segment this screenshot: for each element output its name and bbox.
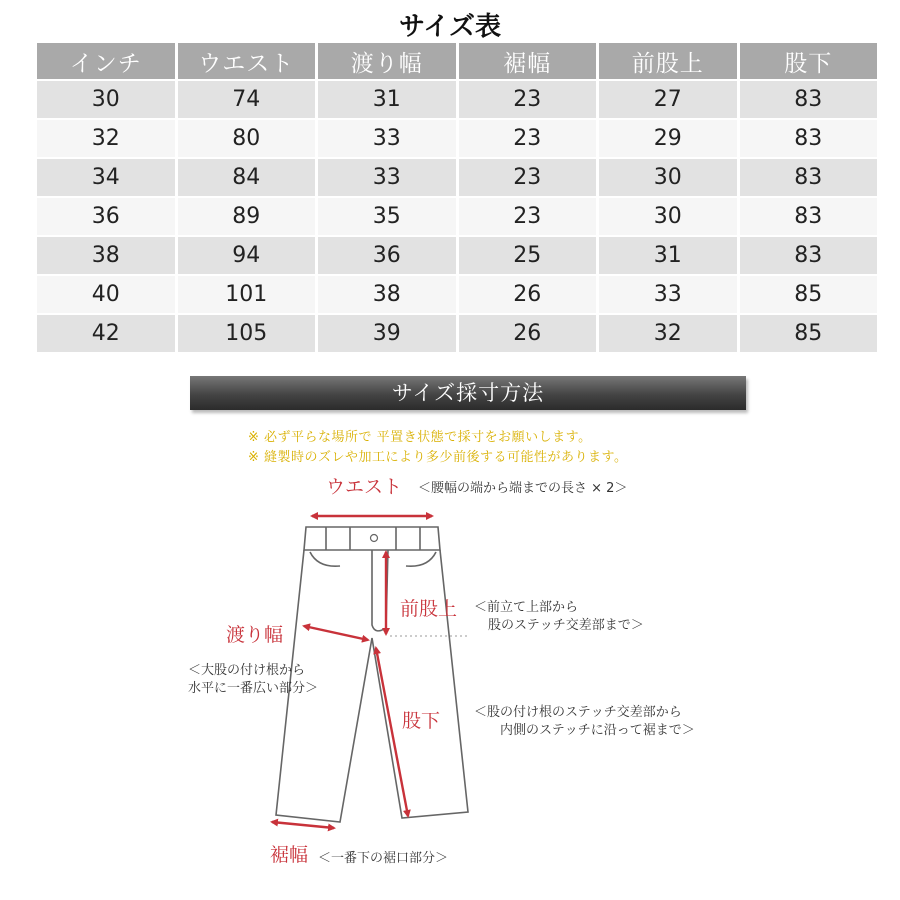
cell-inseam: 83 xyxy=(740,81,878,118)
cell-hem: 25 xyxy=(459,237,597,274)
thigh-label: 渡り幅 xyxy=(226,624,284,646)
cell-inch: 38 xyxy=(37,237,175,274)
cell-hem: 23 xyxy=(459,159,597,196)
cell-thigh: 35 xyxy=(318,198,456,235)
measuring-method-banner: サイズ採寸方法 xyxy=(190,376,746,410)
header-waist: ウエスト xyxy=(178,43,316,79)
rise-desc-1: ＜前立て上部から xyxy=(474,600,579,615)
button-icon xyxy=(371,535,378,542)
cell-inseam: 85 xyxy=(740,276,878,313)
cell-rise: 30 xyxy=(599,159,737,196)
cell-rise: 30 xyxy=(599,198,737,235)
cell-waist: 80 xyxy=(178,120,316,157)
cell-inch: 30 xyxy=(37,81,175,118)
cell-inch: 32 xyxy=(37,120,175,157)
rise-desc-2: 股のステッチ交差部まで＞ xyxy=(488,618,644,633)
page-title: サイズ表 xyxy=(399,12,501,42)
cell-inseam: 83 xyxy=(740,237,878,274)
waist-desc: ＜腰幅の端から端までの長さ × 2＞ xyxy=(418,481,628,496)
inseam-label: 股下 xyxy=(402,710,441,732)
hem-label: 裾幅 xyxy=(270,844,309,866)
cell-thigh: 36 xyxy=(318,237,456,274)
cell-inseam: 83 xyxy=(740,159,878,196)
thigh-desc-2: 水平に一番広い部分＞ xyxy=(188,681,319,696)
header-hem: 裾幅 xyxy=(459,43,597,79)
cell-thigh: 31 xyxy=(318,81,456,118)
cell-waist: 94 xyxy=(178,237,316,274)
cell-thigh: 39 xyxy=(318,315,456,352)
header-rise: 前股上 xyxy=(599,43,737,79)
waist-label: ウエスト xyxy=(326,476,403,498)
cell-inseam: 83 xyxy=(740,120,878,157)
cell-rise: 33 xyxy=(599,276,737,313)
cell-thigh: 33 xyxy=(318,159,456,196)
cell-waist: 84 xyxy=(178,159,316,196)
cell-rise: 31 xyxy=(599,237,737,274)
cell-waist: 89 xyxy=(178,198,316,235)
cell-hem: 26 xyxy=(459,276,597,313)
cell-waist: 101 xyxy=(178,276,316,313)
cell-thigh: 33 xyxy=(318,120,456,157)
cell-hem: 23 xyxy=(459,81,597,118)
cell-hem: 23 xyxy=(459,198,597,235)
thigh-arrow xyxy=(304,626,368,640)
header-inseam: 股下 xyxy=(740,43,878,79)
cell-waist: 105 xyxy=(178,315,316,352)
cell-inch: 42 xyxy=(37,315,175,352)
cell-waist: 74 xyxy=(178,81,316,118)
note-variance: ※ 縫製時のズレや加工により多少前後する可能性があります。 xyxy=(248,450,628,465)
cell-inseam: 83 xyxy=(740,198,878,235)
cell-inch: 40 xyxy=(37,276,175,313)
cell-rise: 32 xyxy=(599,315,737,352)
cell-inch: 34 xyxy=(37,159,175,196)
cell-inseam: 85 xyxy=(740,315,878,352)
thigh-desc-1: ＜大股の付け根から xyxy=(188,663,306,678)
note-flat: ※ 必ず平らな場所で 平置き状態で採寸をお願いします。 xyxy=(248,430,592,445)
inseam-desc-2: 内側のステッチに沿って裾まで＞ xyxy=(500,723,695,738)
hem-arrow xyxy=(272,822,334,828)
cell-hem: 26 xyxy=(459,315,597,352)
header-inch: インチ xyxy=(37,43,175,79)
cell-inch: 36 xyxy=(37,198,175,235)
cell-rise: 27 xyxy=(599,81,737,118)
hem-desc: ＜一番下の裾口部分＞ xyxy=(318,851,449,866)
cell-hem: 23 xyxy=(459,120,597,157)
header-thigh: 渡り幅 xyxy=(318,43,456,79)
rise-label: 前股上 xyxy=(400,598,458,620)
cell-rise: 29 xyxy=(599,120,737,157)
inseam-desc-1: ＜股の付け根のステッチ交差部から xyxy=(474,705,682,720)
cell-thigh: 38 xyxy=(318,276,456,313)
